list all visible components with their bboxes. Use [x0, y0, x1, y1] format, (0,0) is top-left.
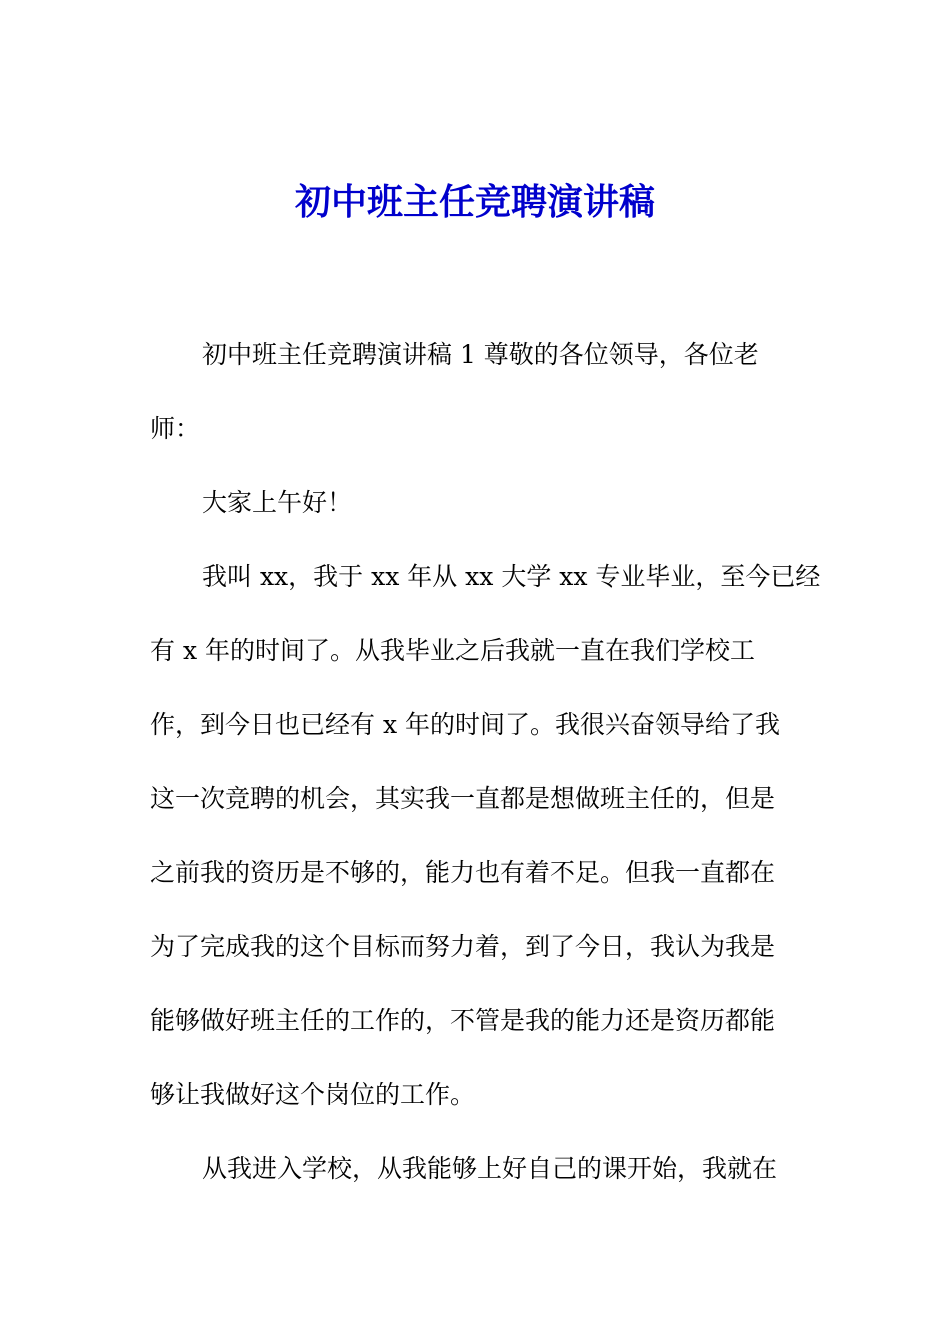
paragraph-line: 我叫 xx，我于 xx 年从 xx 大学 xx 专业毕业，至今已经	[202, 562, 821, 591]
paragraph-line: 初中班主任竞聘演讲稿 1 尊敬的各位领导，各位老	[202, 340, 759, 369]
paragraph-line: 能够做好班主任的工作的，不管是我的能力还是资历都能	[150, 1006, 776, 1035]
paragraph-line: 够让我做好这个岗位的工作。	[150, 1080, 476, 1109]
paragraph-line: 有 x 年的时间了。从我毕业之后我就一直在我们学校工	[150, 636, 755, 665]
paragraph-line: 之前我的资历是不够的，能力也有着不足。但我一直都在	[150, 858, 776, 887]
paragraph-line: 师：	[150, 414, 201, 443]
document-title: 初中班主任竞聘演讲稿	[294, 181, 655, 223]
paragraph-line: 这一次竞聘的机会，其实我一直都是想做班主任的，但是	[150, 784, 776, 813]
paragraph-line: 为了完成我的这个目标而努力着，到了今日，我认为我是	[150, 932, 776, 961]
paragraph-line: 从我进入学校，从我能够上好自己的课开始，我就在	[202, 1154, 778, 1183]
paragraph-line: 作，到今日也已经有 x 年的时间了。我很兴奋领导给了我	[150, 710, 780, 739]
paragraph-line: 大家上午好！	[202, 488, 353, 517]
